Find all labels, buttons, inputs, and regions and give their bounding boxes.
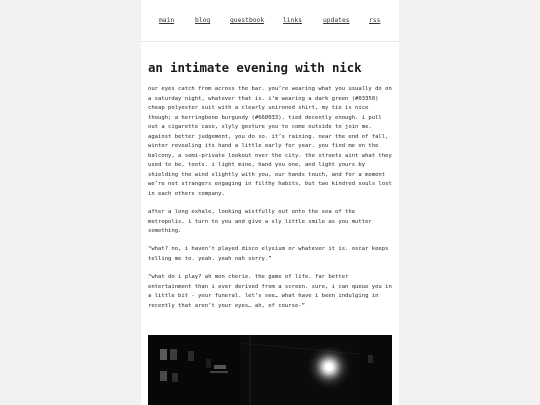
content-column <box>141 0 399 405</box>
post-photo-night-city <box>148 335 392 405</box>
nav-link-guestbook[interactable]: guestbook <box>230 17 265 24</box>
header-divider <box>141 41 399 42</box>
post-title: an intimate evening with nick <box>148 60 362 75</box>
post-paragraph: “what? no, i haven’t played disco elysium or whatever it is. oscar keeps telling me to. yeah. yeah nah sorry.” <box>148 246 389 262</box>
post-paragraph: our eyes catch from across the bar. you’re wearing what you usually do on a saturday night, whatever that is. i’m wearing a dark green (#03350) cheap polyester suit with a clearly unironed shirt, my tie is nice though; a herringbone burgundy (#660033). tied decently enough. i pull out a cigarette case, slyly gesture you to come outside to join me. against better judgement, you do so. it’s raining. near the end of fall, winter revealing its hand a little early for year. you find me on the balcony, a semi-private lookout over the city. the streets aint what they used to be, toots. i light mine, hand you one, and light yours by shielding the wind slightly with you, our hands touch, and for a moment we’re not strangers engaging in filthy habits, but two kindred souls lost in each others company. <box>148 86 392 198</box>
post-body <box>148 85 394 320</box>
nav-link-blog[interactable]: blog <box>195 17 211 24</box>
nav-link-main[interactable]: main <box>159 17 175 24</box>
nav-link-rss[interactable]: rss <box>369 17 381 24</box>
nav-link-links[interactable]: links <box>283 17 302 24</box>
nav-link-updates[interactable]: updates <box>323 17 350 24</box>
post-paragraph: after a long exhale, looking wistfully out onto the sea of the metropolis, i turn to you and give a sly little smile as you mutter something. <box>148 209 372 235</box>
post-paragraph: “what do i play? ah mon cherie. the game of life. far better entertainment than i ever derived from a screen. sure, i can queue you in a little bit - your funeral. let’s see… what have i been indulging in recently that aren’t your eyes… ah, of course-” <box>148 274 392 309</box>
